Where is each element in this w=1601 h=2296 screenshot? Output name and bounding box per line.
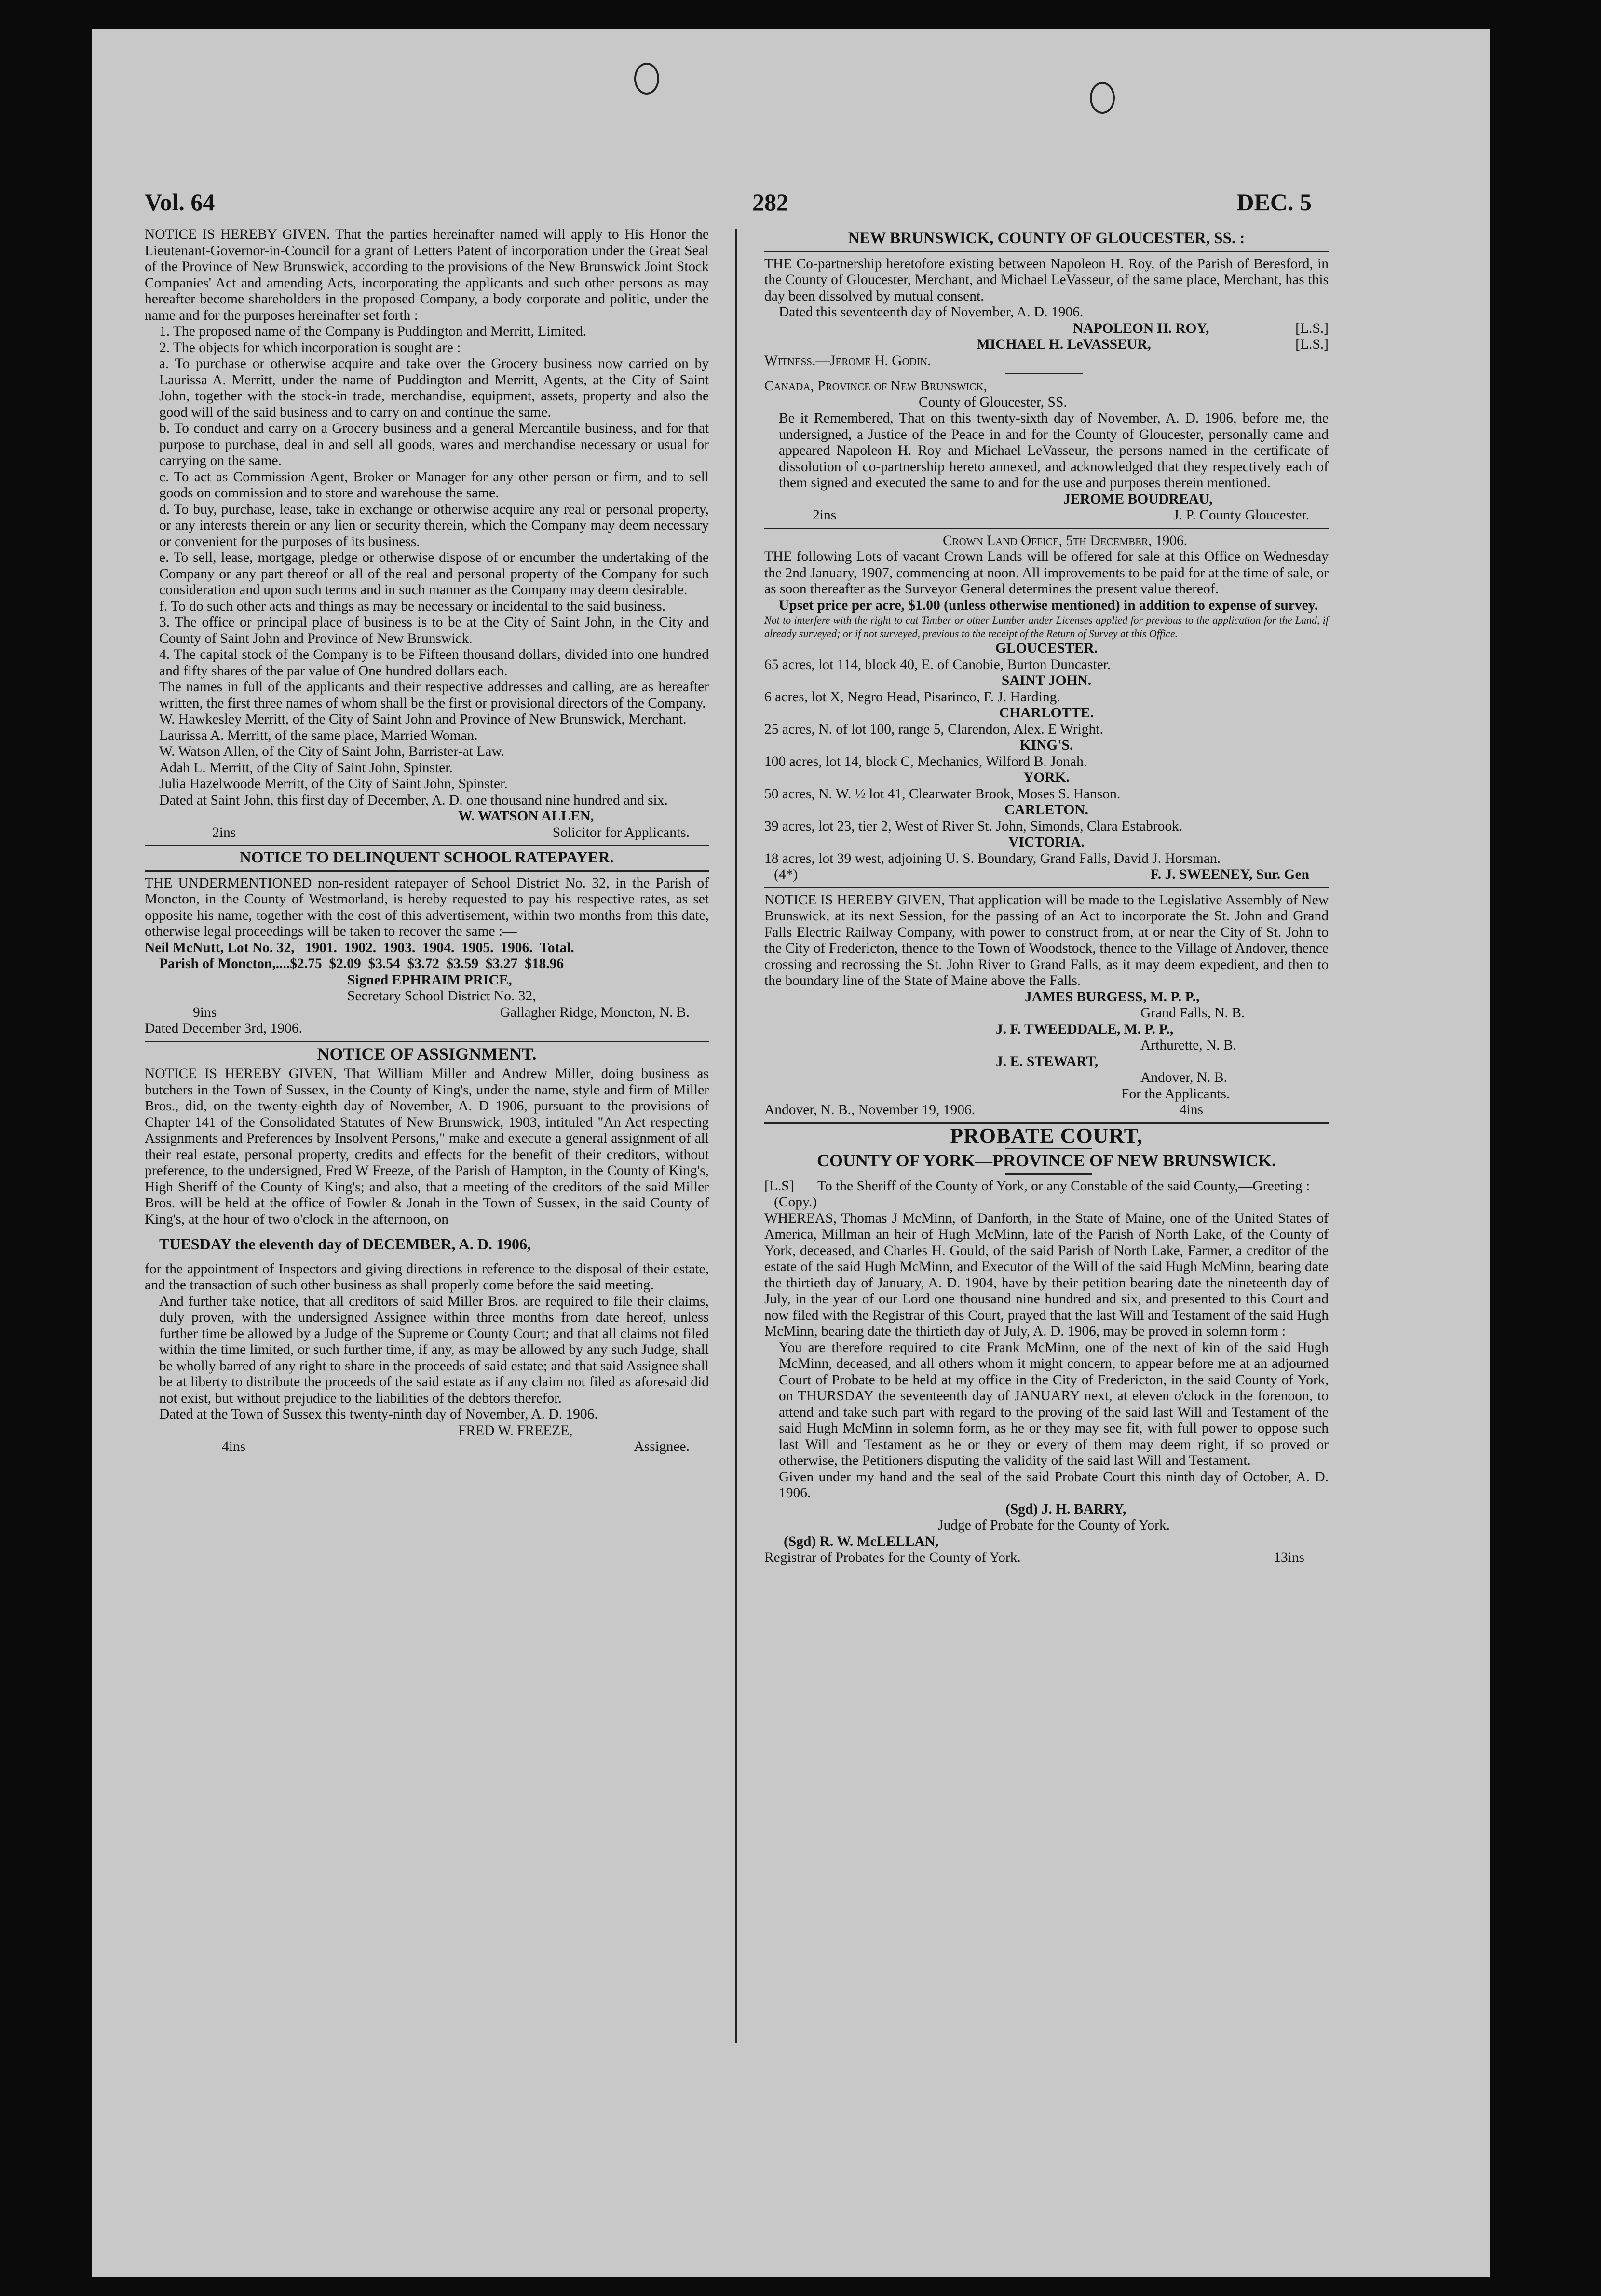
witness-line: Witness.—Jerome H. Godin. [764, 353, 931, 369]
signature-row [764, 321, 1329, 337]
section-subtitle: COUNTY OF YORK—PROVINCE OF NEW BRUNSWICK. [816, 1151, 1276, 1170]
notice-item: e. To sell, lease, mortgage, pledge or otherwise dispose of or encumber the undertaking of the Company or any part thereof or all of the real and personal property of the Company for such consideration and upon such terms and in such manner as the Company may deem desirable. [159, 550, 709, 598]
applicant-name: W. Watson Allen, of the City of Saint John, Barrister-at Law. [159, 744, 505, 759]
signer-name: MICHAEL H. LeVASSEUR, [977, 337, 1151, 352]
signature-row [764, 1102, 1329, 1119]
notice-body: And further take notice, that all creditors of said Miller Bros. are required to file their claims, duly proven, with the undersigned Assignee within three months from date hereof, unless further time be allowed by a Judge of the Supreme or County Court; and that all claims not filed within the time limited, or such further time, if any, as may be allowed by any such Judge, shall be wholly barred of any right to share in the proceeds of said estate; and that said Assignee shall be at liberty to distribute the proceeds of the said estate as if any claim not filed as aforesaid did not exist, but without prejudice to the liabilities of the debtors therefor. [159, 1293, 709, 1406]
notice-date: Andover, N. B., November 19, 1906. [764, 1102, 976, 1118]
signer-role: Registrar of Probates for the County of York. [764, 1550, 1021, 1565]
signer-role: Judge of Probate for the County of York. [938, 1517, 1170, 1533]
section-rule [764, 887, 1329, 888]
signer-name: W. WATSON ALLEN, [458, 808, 594, 824]
insertion-count: 2ins [813, 507, 837, 523]
signature-row [764, 867, 1329, 883]
short-rule [1005, 1148, 1092, 1149]
jurisdiction-line: Canada, Province of New Brunswick, [764, 378, 987, 394]
notice-date: Dated at the Town of Sussex this twenty-ninth day of November, A. D. 1906. [159, 1407, 598, 1422]
section-rule [145, 1041, 709, 1042]
applicant-name: Laurissa A. Merritt, of the same place, Married Woman. [159, 727, 478, 743]
notice-body: NOTICE IS HEREBY GIVEN, That William Miller and Andrew Miller, doing business as butchers in the Town of Sussex, in the County of King's, under the name, style and firm of Miller Bros., did, on the twenty-eighth day of November, A. D 1906, pursuant to the provisions of Chapter 141 of the Consolidated Statutes of New Brunswick, 1903, intituled "An Act respecting Assignments and Preferences by Insolvent Persons," make and execute a general assignment of all their real estate, personal property, credits and effects for the benefit of their creditors, without preference, to the undersigned, Fred W Freeze, of the Parish of Hampton, in the County of King's, High Sheriff of the County of King's; and also, that a meeting of the creditors of the said Miller Bros. will be held at the office of Fowler & Jonah in the Town of Sussex, in the said County of King's, at the hour of two o'clock in the afternoon, on [145, 1066, 709, 1227]
lot-county: CHARLOTTE. [999, 705, 1094, 721]
notice-item: 2. The objects for which incorporation is sought are : [159, 340, 461, 355]
signer-name: JEROME BOUDREAU, [1063, 491, 1213, 507]
assignment-notice [145, 1046, 709, 1455]
section-title: PROBATE COURT, [950, 1123, 1143, 1148]
insertion-count: 2ins [212, 824, 236, 840]
volume-number: Vol. 64 [145, 189, 215, 216]
section-title: NOTICE TO DELINQUENT SCHOOL RATEPAYER. [239, 849, 614, 866]
signer-address: Gallagher Ridge, Moncton, N. B. [500, 1004, 690, 1020]
signer-name: J. E. STEWART, [996, 1053, 1099, 1069]
page-number: 282 [752, 189, 788, 216]
lot-text: 18 acres, lot 39 west, adjoining U. S. Boundary, Grand Falls, David J. Horsman. [764, 850, 1221, 866]
greeting-row [764, 1178, 1329, 1211]
insertion-count: 4ins [1179, 1102, 1203, 1118]
notice-body: WHEREAS, Thomas J McMinn, of Danforth, in the State of Maine, one of the United States of America, Millman an heir of Hugh McMinn, late of the Parish of North Lake, of the County of York, deceased, and Charles H. Gould, of the said Parish of North Lake, Farmer, a creditor of the estate of the said Hugh McMinn, and Executor of the Will of the said Hugh McMinn, bearing date the thirtieth day of January, A. D. 1904, have by their petition bearing date the nineteenth day of July, in the year of our Lord one thousand nine hundred and six, and presented to this Court and now filed with the Registrar of this Court, prayed that the last Will and Testament of the said Hugh McMinn, bearing date the thirtieth day of July, A. D. 1906, may be proved in solemn form : [764, 1210, 1329, 1339]
lot-text: 39 acres, lot 23, tier 2, West of River St. John, Simonds, Clara Estabrook. [764, 818, 1183, 834]
lot-entry [764, 673, 1329, 705]
lot-entry [764, 834, 1329, 867]
notice-item: 3. The office or principal place of business is to be at the City of Saint John, in the City and County of Saint John and Province of New Brunswick. [159, 615, 709, 646]
notice-body: NOTICE IS HEREBY GIVEN. That the parties hereinafter named will apply to His Honor the Lieutenant-Governor-in-Council for a grant of Letters Patent of incorporation under the Great Seal of the Province of New Brunswick, according to the provisions of the New Brunswick Joint Stock Companies' Act and amending Acts, incorporating the applicants and such other persons as may hereafter become shareholders in the proposed Company, a body corporate and politic, under the name and for the purposes hereinafter set forth : [145, 227, 709, 323]
punch-hole-icon [634, 63, 659, 95]
signer-name: F. J. SWEENEY, Sur. Gen [1150, 867, 1309, 882]
signer-address: Grand Falls, N. B. [1140, 1005, 1245, 1021]
greeting-line: To the Sheriff of the County of York, or any Constable of the said County,—Greeting : [817, 1178, 1310, 1194]
signer-address: Andover, N. B. [1140, 1070, 1227, 1085]
notice-body: You are therefore required to cite Frank McMinn, one of the next of kin of the said Hugh McMinn, deceased, and all others whom it might concern, to appear before me at an adjourned Court of Probate to be held at my office in the City of Fredericton, in the said County of York, on THURSDAY the seventeenth day of JANUARY next, at eleven o'clock in the forenoon, to attend and take such part with regard to the proving of the said last Will and Testament of the said Hugh McMinn in solemn form, as he or they may see fit, with full power to oppose such last Will and Testament as he or they or every of them may deem right, if so proved or otherwise, the Petitioners disputing the validity of the said last Will and Testament. [779, 1339, 1329, 1468]
signer-name: FRED W. FREEZE, [458, 1422, 573, 1438]
short-rule [1005, 1173, 1092, 1175]
seal-mark: [L.S.] [1295, 337, 1329, 352]
notice-date: Dated this seventeenth day of November, A. D. 1906. [779, 304, 1084, 320]
railway-notice [764, 892, 1329, 1119]
short-rule [1005, 373, 1083, 374]
timber-note: Not to interfere with the right to cut Timber or other Lumber under Licenses applied for previous to the application for the Land, if already surveyed; or if not surveyed, previous to the receipt of the Return of Survey at this Office. [764, 614, 1329, 640]
signature-row [764, 337, 1329, 353]
signer-role: For the Applicants. [1121, 1086, 1230, 1102]
lot-entry [764, 802, 1329, 834]
signature-row [764, 507, 1329, 524]
school-notice [145, 850, 709, 1037]
signer-name: JAMES BURGESS, M. P. P., [1025, 989, 1200, 1005]
section-title: NEW BRUNSWICK, COUNTY OF GLOUCESTER, SS. : [848, 230, 1245, 247]
section-rule [145, 870, 709, 872]
notice-item: The names in full of the applicants and their respective addresses and calling, are as hereafter written, the first three names of whom shall be the first or provisional directors of the Company. [159, 679, 709, 711]
notice-item: f. To do such other acts and things as may be necessary or incidental to the said business. [159, 598, 666, 614]
insertion-count: 13ins [1274, 1550, 1304, 1565]
section-title: NOTICE OF ASSIGNMENT. [317, 1044, 537, 1064]
notice-body: NOTICE IS HEREBY GIVEN, That application will be made to the Legislative Assembly of New Brunswick, at its next Session, for the passing of an Act to incorporate the St. John and Grand Falls Electric Railway Company, with power to construct from, at or near the City of St. John to the City of Fredericton, thence to the Town of Woodstock, thence to the Village of Andover, thence crossing and recrossing the St. John River to Grand Falls, as it may deem expedient, and then to the boundary line of the State of Maine above the Falls. [764, 892, 1329, 988]
lot-text: 25 acres, N. of lot 100, range 5, Clarendon, Alex. E Wright. [764, 721, 1103, 737]
lot-entry [764, 770, 1329, 802]
signer-role: J. P. County Gloucester. [1173, 507, 1309, 523]
section-rule [764, 528, 1329, 529]
section-rule [145, 845, 709, 846]
issue-date: DEC. 5 [1236, 189, 1312, 216]
signer-name: Signed EPHRAIM PRICE, [347, 972, 512, 988]
signer-name: NAPOLEON H. ROY, [1073, 320, 1209, 336]
lot-county: KING'S. [1019, 738, 1073, 753]
signer-name: J. F. TWEEDDALE, M. P. P., [996, 1021, 1174, 1037]
notice-item: b. To conduct and carry on a Grocery business and a general Mercantile business, and for that purpose to purchase, deal in and sell all goods, wares and merchandise necessary or usual for carrying on the same. [159, 421, 709, 468]
rate-row: Neil McNutt, Lot No. 32, 1901. 1902. 1903. 1904. 1905. 1906. Total. [145, 940, 574, 956]
signature-row [145, 1439, 709, 1455]
notice-date: Dated at Saint John, this first day of December, A. D. one thousand nine hundred and six. [159, 792, 668, 808]
lot-text: 100 acres, lot 14, block C, Mechanics, Wilford B. Jonah. [764, 753, 1087, 769]
company-notice [145, 227, 709, 841]
lot-entry [764, 738, 1329, 770]
lot-county: SAINT JOHN. [1001, 673, 1092, 688]
jurisdiction-line: County of Gloucester, SS. [919, 394, 1067, 410]
right-column [764, 227, 1329, 1566]
notice-body: Be it Remembered, That on this twenty-sixth day of November, A. D. 1906, before me, the undersigned, a Justice of the Peace in and for the County of Gloucester, personally came and appeared Napoleon H. Roy and Michael LeVasseur, the persons named in the certificate of dissolution of co-partnership hereto annexed, and acknowledged that they respectively each of them signed and executed the same to and for the use and purposes therein mentioned. [779, 410, 1329, 491]
lot-county: GLOUCESTER. [995, 641, 1098, 656]
notice-body: for the appointment of Inspectors and giving directions in reference to the disposal of their estate, and the transaction of such other business as shall properly come before the said meeting. [145, 1261, 709, 1293]
punch-hole-icon [1090, 82, 1115, 114]
notice-item: 1. The proposed name of the Company is Puddington and Merritt, Limited. [159, 324, 586, 339]
signature-row [145, 1005, 709, 1021]
signer-role: Secretary School District No. 32, [347, 988, 536, 1004]
applicant-name: Julia Hazelwoode Merritt, of the City of Saint John, Spinster. [159, 776, 508, 792]
copy-mark: (Copy.) [774, 1194, 817, 1210]
gloucester-notice [764, 231, 1329, 524]
signer-role: Assignee. [634, 1439, 690, 1454]
lot-county: YORK. [1023, 770, 1070, 785]
left-column [145, 227, 709, 1455]
signature-row [764, 1550, 1329, 1566]
crown-lots-list [764, 641, 1329, 867]
insertion-count: (4*) [774, 867, 798, 882]
signature-row [145, 825, 709, 841]
lot-text: 6 acres, lot X, Negro Head, Pisarinco, F. J. Harding. [764, 689, 1060, 705]
meeting-date: TUESDAY the eleventh day of DECEMBER, A. D. 1906, [159, 1235, 531, 1253]
lot-county: VICTORIA. [1008, 834, 1085, 850]
lot-text: 65 acres, lot 114, block 40, E. of Canobie, Burton Duncaster. [764, 656, 1111, 672]
notice-item: a. To purchase or otherwise acquire and take over the Grocery business now carried on by Laurissa A. Merritt, under the name of Puddington and Merritt, Agents, at the City of Saint John, together with the stock-in trade, merchandise, equipment, assets, property and also the good will of the said business and to carry on and continue the same. [159, 356, 709, 420]
notice-item: d. To buy, purchase, lease, take in exchange or otherwise acquire any real or personal property, or any interests therein or any lien or security therein, which the Company may deem necessary or convenient for the purposes of its business. [159, 501, 709, 549]
notice-date: Dated December 3rd, 1906. [145, 1021, 302, 1036]
page-header [145, 178, 1312, 227]
lot-entry [764, 641, 1329, 673]
rate-row: Parish of Moncton,....$2.75 $2.09 $3.54 $3.72 $3.59 $3.27 $18.96 [159, 956, 564, 971]
lot-entry [764, 705, 1329, 738]
insertion-count: 4ins [222, 1439, 246, 1454]
seal-mark: [L.S] [764, 1178, 794, 1194]
notice-body: THE following Lots of vacant Crown Lands will be offered for sale at this Office on Wednesday the 2nd January, 1907, commencing at noon. All improvements to be paid for at the time of sale, or as soon thereafter as the Surveyor General determines the present value thereof. [764, 549, 1329, 597]
column-divider [735, 229, 737, 2043]
crown-lands-notice [764, 533, 1329, 883]
notice-body: THE Co-partnership heretofore existing between Napoleon H. Roy, of the Parish of Beresford, in the County of Gloucester, Merchant, and Michael LeVasseur, of the same place, Merchant, has this day been dissolved by mutual consent. [764, 256, 1329, 304]
section-rule [764, 251, 1329, 252]
office-line: Crown Land Office, 5th December, 1906. [943, 533, 1188, 548]
signer-name: (Sgd) R. W. McLELLAN, [784, 1533, 939, 1549]
signer-address: Arthurette, N. B. [1140, 1038, 1237, 1053]
upset-price: Upset price per acre, $1.00 (unless otherwise mentioned) in addition to expense of survey. [779, 597, 1318, 613]
probate-notice [764, 1123, 1329, 1566]
notice-body: Given under my hand and the seal of the said Probate Court this ninth day of October, A. D. 1906. [779, 1469, 1329, 1501]
applicant-name: W. Hawkesley Merritt, of the City of Saint John and Province of New Brunswick, Merchant. [159, 711, 687, 727]
lot-text: 50 acres, N. W. ½ lot 41, Clearwater Brook, Moses S. Hanson. [764, 786, 1121, 802]
signer-role: Solicitor for Applicants. [552, 824, 690, 840]
notice-item: c. To act as Commission Agent, Broker or Manager for any other person or firm, and to sell goods on commission and to store and warehouse the same. [159, 469, 709, 501]
insertion-count: 9ins [193, 1004, 217, 1020]
notice-item: 4. The capital stock of the Company is to be Fifteen thousand dollars, divided into one hundred and fifty shares of the par value of One hundred dollars each. [159, 647, 709, 679]
applicant-name: Adah L. Merritt, of the City of Saint John, Spinster. [159, 760, 453, 776]
notice-body: THE UNDERMENTIONED non-resident ratepayer of School District No. 32, in the Parish of Moncton, in the County of Westmorland, is hereby requested to pay his respective rates, as set opposite his name, together with the cost of this advertisement, within two months from this date, otherwise legal proceedings will be taken to recover the same :— [145, 875, 709, 939]
signer-name: (Sgd) J. H. BARRY, [1005, 1501, 1126, 1517]
seal-mark: [L.S.] [1295, 320, 1329, 336]
lot-county: CARLETON. [1004, 802, 1089, 818]
